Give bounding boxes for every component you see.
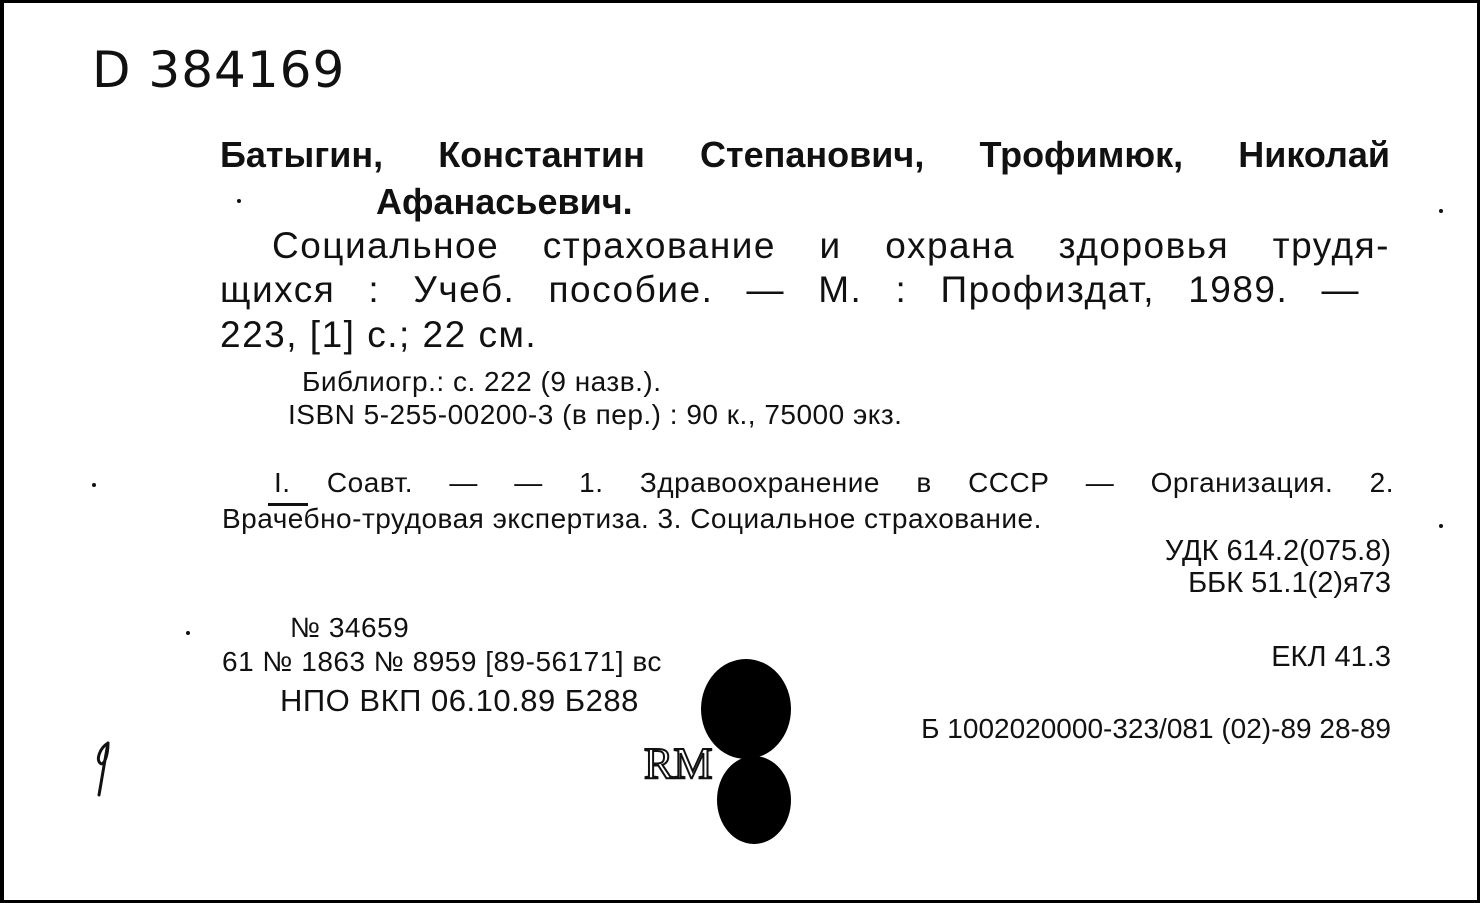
bibliography-note: Библиогр.: с. 222 (9 назв.). <box>302 366 662 397</box>
bbk-code: ББК 51.1(2)я73 <box>1188 567 1391 599</box>
subject-headings-line-1: I. Соавт. — — 1. Здравоохранение в СССР — Организация. 2. <box>274 467 1394 498</box>
author-line-2: Афанасьевич. <box>376 181 633 222</box>
stray-dot <box>1439 524 1443 528</box>
handwritten-stroke <box>98 743 108 795</box>
title-line-2: щихся : Учеб. пособие. — М. : Профиздат, 1989. — <box>220 269 1360 310</box>
title-line-3: 223, [1] с.; 22 см. <box>220 314 538 355</box>
stray-dot <box>237 199 241 203</box>
shelf-mark: D 384169 <box>92 41 346 99</box>
isbn-line: ISBN 5-255-00200-3 (в пер.) : 90 к., 75000 экз. <box>288 399 903 430</box>
handwritten-mark <box>4 3 1480 903</box>
stray-dot <box>1439 209 1443 213</box>
rm-stamp-text: RM <box>644 739 713 788</box>
stray-dot <box>92 483 96 487</box>
author-line-1: Батыгин, Константин Степанович, Трофимюк, Николай <box>220 134 1390 175</box>
order-number: № 34659 <box>290 612 410 643</box>
publisher-code: Б 1002020000-323/081 (02)-89 28-89 <box>921 713 1391 744</box>
title-line-1: Социальное страхование и охрана здоровья трудя- <box>272 225 1390 266</box>
udk-code: УДК 614.2(075.8) <box>1164 535 1391 567</box>
ekl-code: ЕКЛ 41.3 <box>1271 641 1391 673</box>
subject-headings-line-2: Врачебно-трудовая экспертиза. 3. Социальное страхование. <box>222 503 1042 534</box>
print-numbers: 61 № 1863 № 8959 [89-56171] вс <box>222 646 662 677</box>
npo-line: НПО ВКП 06.10.89 Б288 <box>280 683 639 718</box>
stray-dot <box>186 631 190 635</box>
